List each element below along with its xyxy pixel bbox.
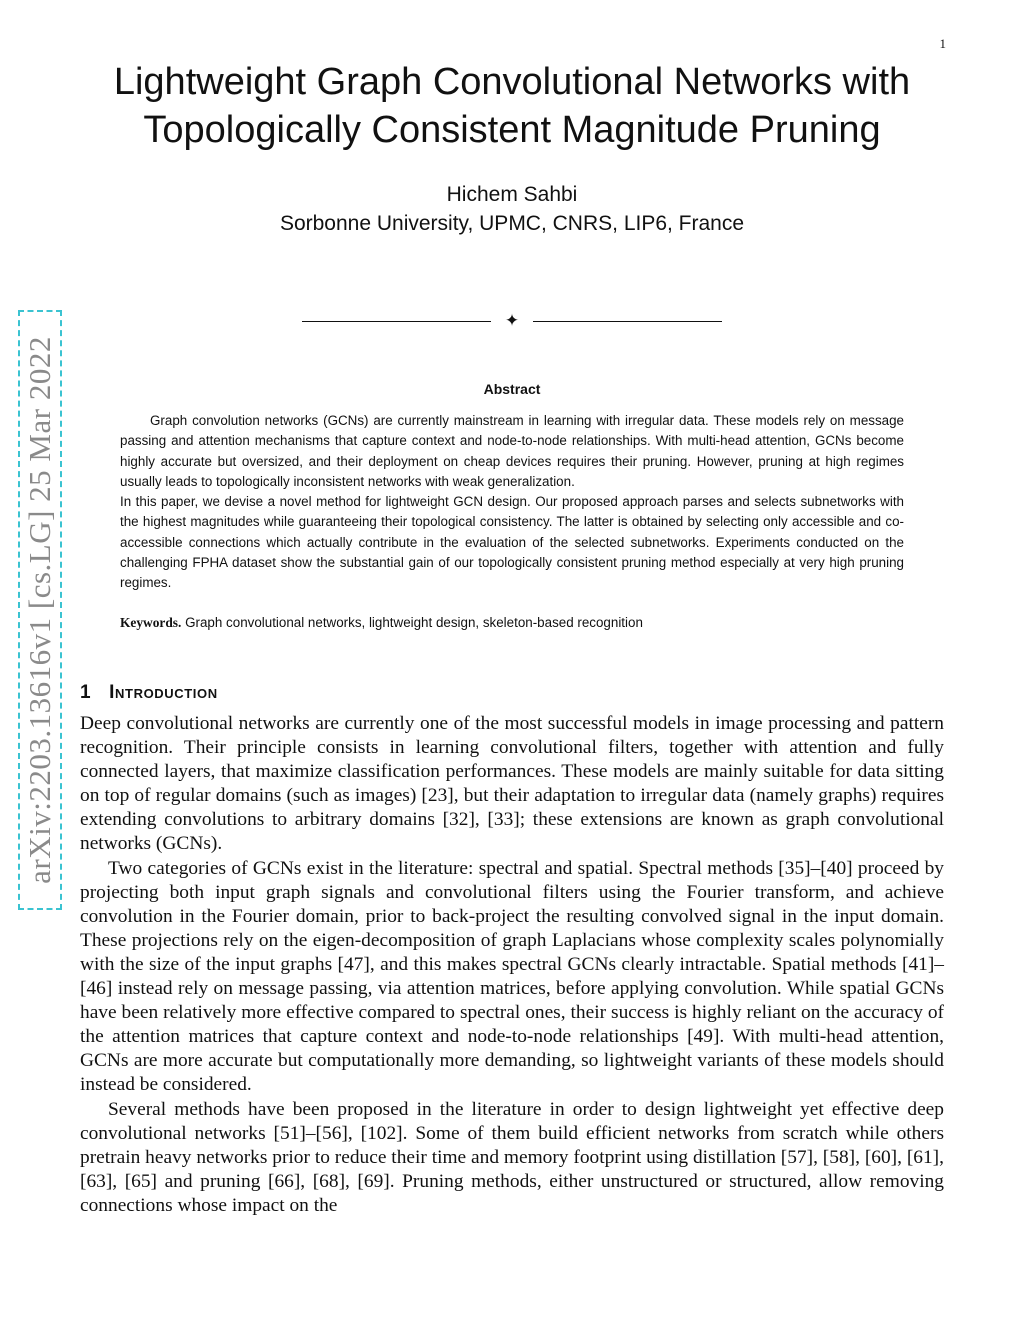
author-name: Hichem Sahbi: [446, 183, 578, 206]
author-block: [0, 180, 1024, 238]
title-divider: [302, 311, 722, 331]
keywords-text: Graph convolutional networks, lightweight design, skeleton-based recognition: [185, 615, 643, 630]
introduction-body: [80, 712, 944, 1218]
section-heading: [80, 679, 218, 707]
abstract-body: [120, 411, 904, 594]
section-title: Introduction: [109, 682, 218, 703]
arxiv-identifier: arXiv:2203.13616v1 [cs.LG] 25 Mar 2022: [22, 336, 58, 884]
paper-title: Lightweight Graph Convolutional Networks with Topologically Consistent Magnitude Pruning: [113, 61, 911, 151]
divider-rule-right: [533, 321, 722, 322]
keywords-label: Keywords.: [120, 615, 182, 630]
keywords-line: [120, 613, 904, 633]
body-paragraph: Several methods have been proposed in the literature in order to design lightweight yet effective deep convolutional networks [51]–[56], [102]. Some of them build efficient networks from scratch while others pretrain heavy networks prior to reduce their time and memory footprint using distillation [57], [58], [60], [61], [63], [65] and pruning [66], [68], [69]. Pruning methods, either unstructured or structured, allow removing connections whose impact on the: [80, 1098, 944, 1216]
abstract-paragraph: In this paper, we devise a novel method for lightweight GCN design. Our proposed approach parses and selects subnetworks with the highest magnitudes while guaranteeing their topological consistency. The latter is obtained by selecting only accessible and co-accessible connections which actually contribute in the evaluation of the selected subnetworks. Experiments conducted on the challenging FPHA dataset show the substantial gain of our topologically consistent pruning method especially at very high pruning regimes.: [120, 494, 904, 591]
body-paragraph: Deep convolutional networks are currently one of the most successful models in image processing and pattern recognition. Their principle consists in learning convolutional filters, together with attention and fully connected layers, that maximize classification performances. These models are mainly suitable for data sitting on top of regular domains (such as images) [23], but their adaptation to irregular data (namely graphs) requires extending convolutions to arbitrary domains [32], [33]; these extensions are known as graph convolutional networks (GCNs).: [80, 713, 944, 855]
section-number: 1: [80, 682, 92, 703]
page-number: 1: [939, 36, 946, 51]
author-affiliation: Sorbonne University, UPMC, CNRS, LIP6, France: [279, 212, 745, 235]
abstract-paragraph: Graph convolution networks (GCNs) are currently mainstream in learning with irregular data. These models rely on message passing and attention mechanisms that capture context and node-to-node relationships. With multi-head attention, GCNs become highly accurate but oversized, and their deployment on cheap devices requires their pruning. However, pruning at high regimes usually leads to topologically inconsistent networks with weak generalization.: [120, 413, 904, 489]
arxiv-sidebar-stamp: [18, 310, 62, 910]
divider-rule-left: [302, 321, 491, 322]
abstract-heading: Abstract: [483, 381, 541, 397]
body-paragraph: Two categories of GCNs exist in the literature: spectral and spatial. Spectral methods [35]–[40] proceed by projecting both input graph signals and convolutional filters using the Fourier transform, and achieve convolution in the Fourier domain, prior to back-project the resulting convolved signal in the input domain. These projections rely on the eigen-decomposition of graph Laplacians whose complexity scales polynomially with the size of the input graphs [47], and this makes spectral GCNs clearly intractable. Spatial methods [41]–[46] instead rely on message passing, via attention matrices, before applying convolution. While spatial GCNs have been relatively more effective compared to spectral ones, their success is highly reliant on the accuracy of the attention matrices that capture context and node-to-node relationships [49]. With multi-head attention, GCNs are more accurate but computationally more demanding, so lightweight variants of these models should instead be considered.: [80, 857, 944, 1096]
star-ornament-icon: ✦: [504, 311, 520, 331]
